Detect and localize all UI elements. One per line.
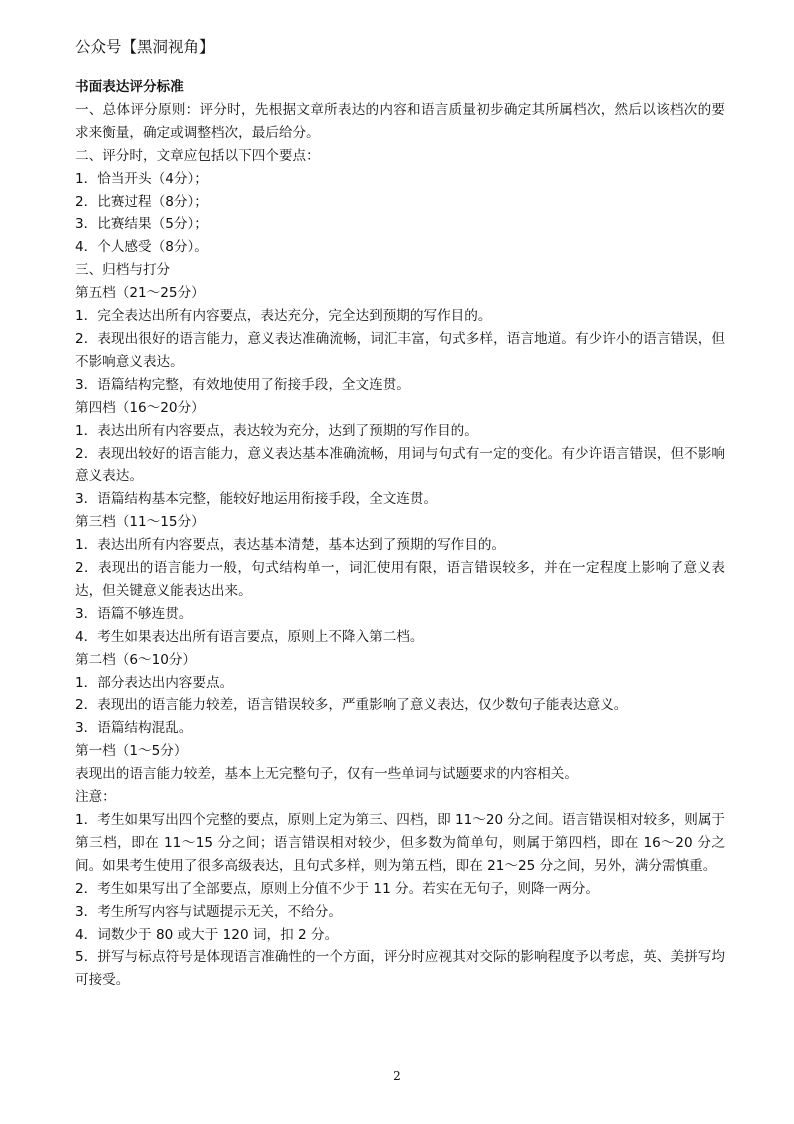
- principle-paragraph: 一、总体评分原则：评分时，先根据文章所表达的内容和语言质量初步确定其所属档次，然后以该档次的要求来衡量，确定或调整档次，最后给分。: [75, 101, 725, 141]
- list-item: 2．表现出的语言能力较差，语言错误较多，严重影响了意义表达，仅少数句子能表达意义。: [75, 697, 628, 714]
- grade-heading: 第五档（21～25分）: [75, 285, 205, 302]
- list-item: 4．考生如果表达出所有语言要点，原则上不降入第二档。: [75, 628, 424, 645]
- note-item: 5．拼写与标点符号是体现语言准确性的一个方面，评分时应视其对交际的影响程度予以考虑，英、美拼写均可接受。: [75, 949, 725, 989]
- note-item: 1．考生如果写出四个完整的要点，原则上定为第三、四档，即 11～20 分之间。语言错误相对较多，则属于第三档，即在 11～15 分之间；语言错误相对较少，但多数为简单句，则属于第四档，即在 16～20 分之间。如果考生使用了很多高级表达，且句式多样，则为第五档，即在 21～25 分之间，另外，满分需慎重。: [75, 812, 726, 874]
- document-body: [75, 76, 725, 992]
- list-item: 3．语篇结构混乱。: [75, 720, 193, 737]
- list-item: 1．完全表达出所有内容要点，表达充分，完全达到预期的写作目的。: [75, 308, 492, 325]
- document-title: 书面表达评分标准: [75, 79, 184, 95]
- grade-heading: 第二档（6～10分）: [75, 651, 197, 668]
- page-header: 公众号【黑洞视角】: [75, 38, 215, 56]
- note-item: 2．考生如果写出了全部要点，原则上分值不少于 11 分。若实在无句子，则降一两分。: [75, 880, 599, 897]
- list-item: 4．个人感受（8分）。: [75, 239, 208, 256]
- list-item: 2．表现出较好的语言能力，意义表达基本准确流畅，用词与句式有一定的变化。有少许语言错误，但不影响意义表达。: [75, 445, 725, 485]
- note-item: 4．词数少于 80 或大于 120 词，扣 2 分。: [75, 926, 339, 943]
- list-item: 1．表达出所有内容要点，表达基本清楚，基本达到了预期的写作目的。: [75, 537, 506, 554]
- list-item: 3．语篇结构基本完整，能较好地运用衔接手段，全文连贯。: [75, 491, 438, 508]
- page-number: 2: [393, 1069, 401, 1083]
- grade-heading: 第一档（1～5分）: [75, 743, 188, 760]
- list-item: 2．表现出很好的语言能力，意义表达准确流畅，词汇丰富，句式多样，语言地道。有少许小的语言错误，但不影响意义表达。: [75, 330, 725, 370]
- list-item: 3．比赛结果（5分）；: [75, 216, 208, 233]
- list-item: 1．部分表达出内容要点。: [75, 674, 234, 691]
- notes-heading: 注意：: [75, 789, 116, 806]
- grade-heading: 第四档（16～20分）: [75, 399, 205, 416]
- list-item: 1．表达出所有内容要点，表达较为充分，达到了预期的写作目的。: [75, 422, 478, 439]
- list-item: 3．语篇结构完整，有效地使用了衔接手段，全文连贯。: [75, 376, 410, 393]
- list-item: 3．语篇不够连贯。: [75, 605, 193, 622]
- list-item: 1．恰当开头（4分）；: [75, 170, 208, 187]
- list-item: 2．表现出的语言能力一般，句式结构单一，词汇使用有限，语言错误较多，并在一定程度上影响了意义表达，但关键意义能表达出来。: [75, 560, 725, 599]
- list-item: 表现出的语言能力较差，基本上无完整句子，仅有一些单词与试题要求的内容相关。: [75, 766, 578, 783]
- note-item: 3．考生所写内容与试题提示无关，不给分。: [75, 903, 342, 920]
- list-item: 2．比赛过程（8分）；: [75, 193, 208, 210]
- section-heading: 二、评分时，文章应包括以下四个要点：: [75, 147, 320, 164]
- section-heading: 三、归档与打分: [75, 262, 171, 279]
- grade-heading: 第三档（11～15分）: [75, 514, 205, 531]
